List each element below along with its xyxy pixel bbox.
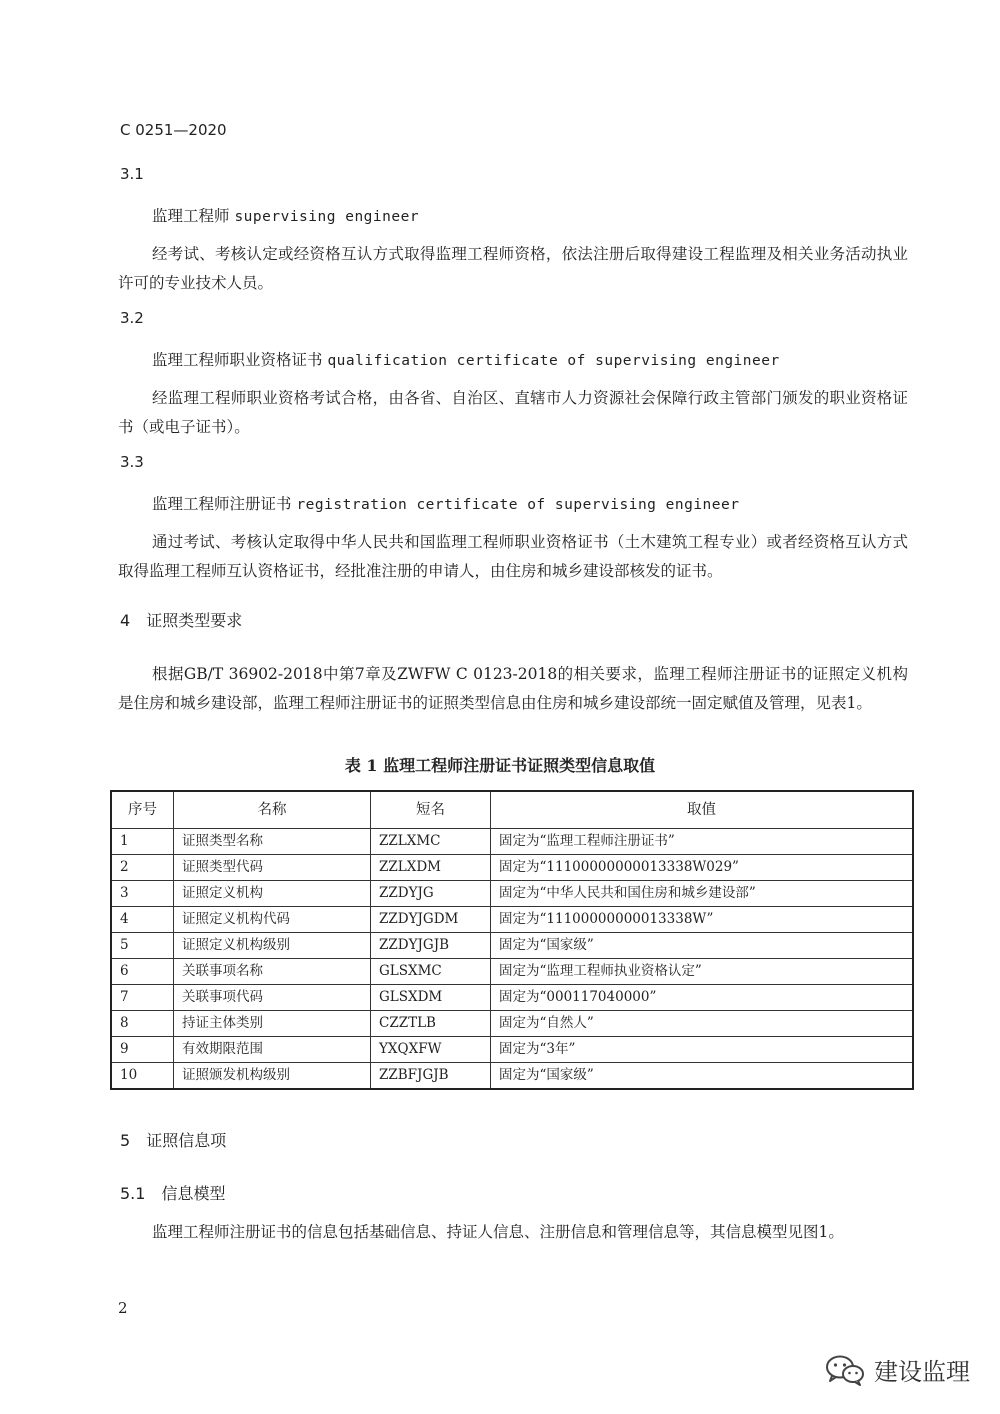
page-number: 2 [118, 1299, 128, 1317]
table-cell: 持证主体类别 [174, 1011, 371, 1037]
table-row [111, 1063, 913, 1090]
term-en: registration certificate of supervising engineer [296, 497, 740, 513]
table-cell: 证照类型代码 [174, 855, 371, 881]
heading-title: 证照类型要求 [146, 611, 243, 630]
table-cell: 证照颁发机构级别 [174, 1063, 371, 1090]
table-cell: 证照定义机构 [174, 881, 371, 907]
heading-5-1 [120, 1181, 225, 1204]
certificate-type-table [110, 790, 914, 1090]
table-cell: 1 [111, 829, 174, 855]
table-row [111, 829, 913, 855]
term-en: supervising engineer [234, 209, 420, 225]
table-row [111, 933, 913, 959]
table-cell: 固定为“监理工程师执业资格认定” [491, 959, 914, 985]
heading-number: 4 [120, 611, 131, 630]
table-cell: ZZDYJGJB [371, 933, 491, 959]
heading-number: 5.1 [120, 1184, 146, 1203]
table-cell: 2 [111, 855, 174, 881]
table-cell: 固定为“000117040000” [491, 985, 914, 1011]
heading-4 [120, 608, 242, 631]
term-zh: 监理工程师职业资格证书 [152, 351, 323, 369]
section-number-3-3: 3.3 [120, 453, 144, 471]
term-zh: 监理工程师 [152, 207, 230, 225]
heading-title: 信息模型 [161, 1184, 226, 1203]
header-cell: 序号 [111, 791, 174, 829]
table-cell: ZZBFJGJB [371, 1063, 491, 1090]
table-cell: 3 [111, 881, 174, 907]
table-row [111, 881, 913, 907]
table-cell: 9 [111, 1037, 174, 1063]
wechat-icon [824, 1354, 866, 1386]
table-cell: CZZTLB [371, 1011, 491, 1037]
table-cell: ZZDYJGDM [371, 907, 491, 933]
paragraph-5-1: 监理工程师注册证书的信息包括基础信息、持证人信息、注册信息和管理信息等，其信息模型见图1。 [152, 1223, 844, 1241]
definition-3-3: 通过考试、考核认定取得中华人民共和国监理工程师职业资格证书（土木建筑工程专业）或者经资格互认方式取得监理工程师互认资格证书，经批准注册的申请人，由住房和城乡建设部核发的证书。 [118, 533, 908, 580]
document-id: C 0251—2020 [120, 121, 227, 139]
table-cell: ZZLXDM [371, 855, 491, 881]
table-row [111, 855, 913, 881]
term-3-3 [152, 492, 739, 514]
table-cell: 有效期限范围 [174, 1037, 371, 1063]
table-cell: 固定为“国家级” [491, 1063, 914, 1090]
term-3-2 [152, 348, 780, 370]
heading-title: 证照信息项 [146, 1131, 227, 1150]
definition-3-1: 经考试、考核认定或经资格互认方式取得监理工程师资格，依法注册后取得建设工程监理及相关业务活动执业许可的专业技术人员。 [118, 245, 908, 292]
table-cell: 固定为“中华人民共和国住房和城乡建设部” [491, 881, 914, 907]
table-cell: 证照定义机构级别 [174, 933, 371, 959]
table-cell: 关联事项名称 [174, 959, 371, 985]
section-number-3-1: 3.1 [120, 165, 144, 183]
table-row [111, 1011, 913, 1037]
table-cell: 关联事项代码 [174, 985, 371, 1011]
header-cell: 取值 [491, 791, 914, 829]
heading-5 [120, 1128, 226, 1151]
header-cell: 名称 [174, 791, 371, 829]
table-cell: 固定为“监理工程师注册证书” [491, 829, 914, 855]
table-row [111, 1037, 913, 1063]
table-cell: 7 [111, 985, 174, 1011]
table-cell: GLSXDM [371, 985, 491, 1011]
table-caption: 表 1 监理工程师注册证书证照类型信息取值 [344, 756, 656, 775]
table-cell: 固定为“11100000000013338W029” [491, 855, 914, 881]
table-cell: 10 [111, 1063, 174, 1090]
table-cell: 6 [111, 959, 174, 985]
table-cell: 证照类型名称 [174, 829, 371, 855]
table-cell: 固定为“11100000000013338W” [491, 907, 914, 933]
header-cell: 短名 [371, 791, 491, 829]
table-cell: 固定为“3年” [491, 1037, 914, 1063]
section-number-3-2: 3.2 [120, 309, 144, 327]
watermark [824, 1352, 970, 1387]
table-header-row [111, 791, 913, 829]
definition-3-2: 经监理工程师职业资格考试合格，由各省、自治区、直辖市人力资源社会保障行政主管部门颁发的职业资格证书（或电子证书）。 [118, 389, 908, 436]
table-row [111, 985, 913, 1011]
table-cell: YXQXFW [371, 1037, 491, 1063]
table-row [111, 959, 913, 985]
term-zh: 监理工程师注册证书 [152, 495, 292, 513]
table-cell: 5 [111, 933, 174, 959]
table-cell: 证照定义机构代码 [174, 907, 371, 933]
term-en: qualification certificate of supervising engineer [327, 353, 780, 369]
table-body [111, 829, 913, 1090]
paragraph-4: 根据GB/T 36902-2018中第7章及ZWFW C 0123-2018的相关要求，监理工程师注册证书的证照定义机构是住房和城乡建设部，监理工程师注册证书的证照类型信息由住房和城乡建设部统一固定赋值及管理，见表1。 [118, 665, 908, 712]
table-cell: 4 [111, 907, 174, 933]
term-3-1 [152, 204, 419, 226]
table-cell: GLSXMC [371, 959, 491, 985]
table-row [111, 907, 913, 933]
heading-number: 5 [120, 1131, 131, 1150]
table-cell: 8 [111, 1011, 174, 1037]
table-cell: 固定为“国家级” [491, 933, 914, 959]
table-cell: 固定为“自然人” [491, 1011, 914, 1037]
table-cell: ZZDYJG [371, 881, 491, 907]
watermark-text: 建设监理 [874, 1358, 970, 1386]
table-cell: ZZLXMC [371, 829, 491, 855]
